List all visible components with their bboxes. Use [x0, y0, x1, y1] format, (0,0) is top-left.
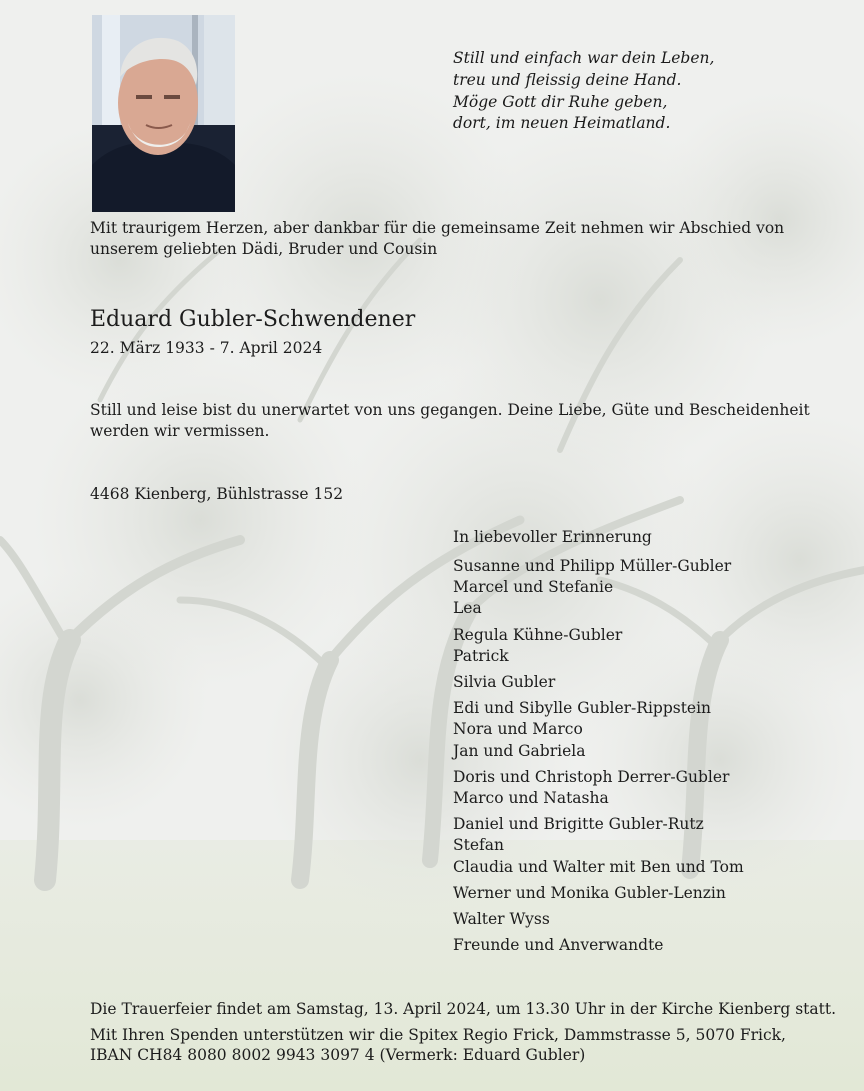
donation-iban: IBAN CH84 8080 8002 9943 3097 4 (Vermerk: Eduard Gubler) — [90, 1046, 586, 1064]
poem-line: Möge Gott dir Ruhe geben, — [453, 92, 668, 111]
mourner-name: Claudia und Walter mit Ben und Tom — [453, 857, 744, 876]
poem-line: treu und fleissig deine Hand. — [453, 70, 682, 89]
poem-verse — [453, 48, 833, 135]
mourner-name: Susanne und Philipp Müller-Gubler — [453, 557, 732, 575]
mourner-name: Werner und Monika Gubler-Lenzin — [453, 883, 726, 902]
mourner-group — [453, 698, 853, 762]
mourner-name: Marco und Natasha — [453, 789, 609, 808]
intro-text: Mit traurigem Herzen, aber dankbar für die gemeinsame Zeit nehmen wir Abschied von unserem geliebten Dädi, Bruder und Cousin — [90, 219, 785, 258]
poem-line: Still und einfach war dein Leben, — [453, 49, 715, 67]
mourner-name: Marcel und Stefanie — [453, 578, 614, 597]
donation-text: Mit Ihren Spenden unterstützen wir die Spitex Regio Frick, Dammstrasse 5, 5070 Frick, — [90, 1025, 786, 1044]
mourners-list — [453, 526, 853, 961]
mourner-name: Freunde und Anverwandte — [453, 936, 664, 955]
mourners-heading: In liebevoller Erinnerung — [453, 528, 652, 546]
farewell-message: Still und leise bist du unerwartet von uns gegangen. Deine Liebe, Güte und Bescheidenheit werden wir vermissen. — [90, 401, 810, 440]
poem-line: dort, im neuen Heimatland. — [453, 114, 671, 133]
life-dates: 22. März 1933 - 7. April 2024 — [90, 339, 323, 357]
mourner-name: Stefan — [453, 836, 504, 855]
mourner-name: Patrick — [453, 646, 509, 665]
mourner-group — [453, 814, 853, 878]
family-address: 4468 Kienberg, Bühlstrasse 152 — [90, 485, 344, 503]
mourner-name: Jan und Gabriela — [453, 741, 586, 760]
mourner-group — [453, 556, 853, 620]
mourner-group — [453, 767, 853, 809]
ceremony-text: Die Trauerfeier findet am Samstag, 13. April 2024, um 13.30 Uhr in der Kirche Kienberg statt. — [90, 1000, 837, 1018]
mourner-name: Silvia Gubler — [453, 673, 556, 692]
mourner-group — [453, 625, 853, 667]
mourner-name: Edi und Sibylle Gubler-Rippstein — [453, 699, 712, 718]
mourner-name: Walter Wyss — [453, 910, 550, 929]
mourner-group — [453, 909, 853, 930]
mourner-name: Daniel und Brigitte Gubler-Rutz — [453, 815, 704, 834]
mourner-group — [453, 935, 853, 956]
mourner-name: Nora und Marco — [453, 720, 583, 739]
portrait-photo — [92, 15, 235, 212]
mourner-name: Regula Kühne-Gubler — [453, 625, 623, 644]
deceased-name: Eduard Gubler-Schwendener — [90, 307, 416, 332]
mourner-group — [453, 672, 853, 693]
mourner-name: Doris und Christoph Derrer-Gubler — [453, 767, 730, 786]
ceremony-info — [90, 999, 860, 1066]
mourner-group — [453, 883, 853, 904]
mourner-name: Lea — [453, 599, 482, 618]
